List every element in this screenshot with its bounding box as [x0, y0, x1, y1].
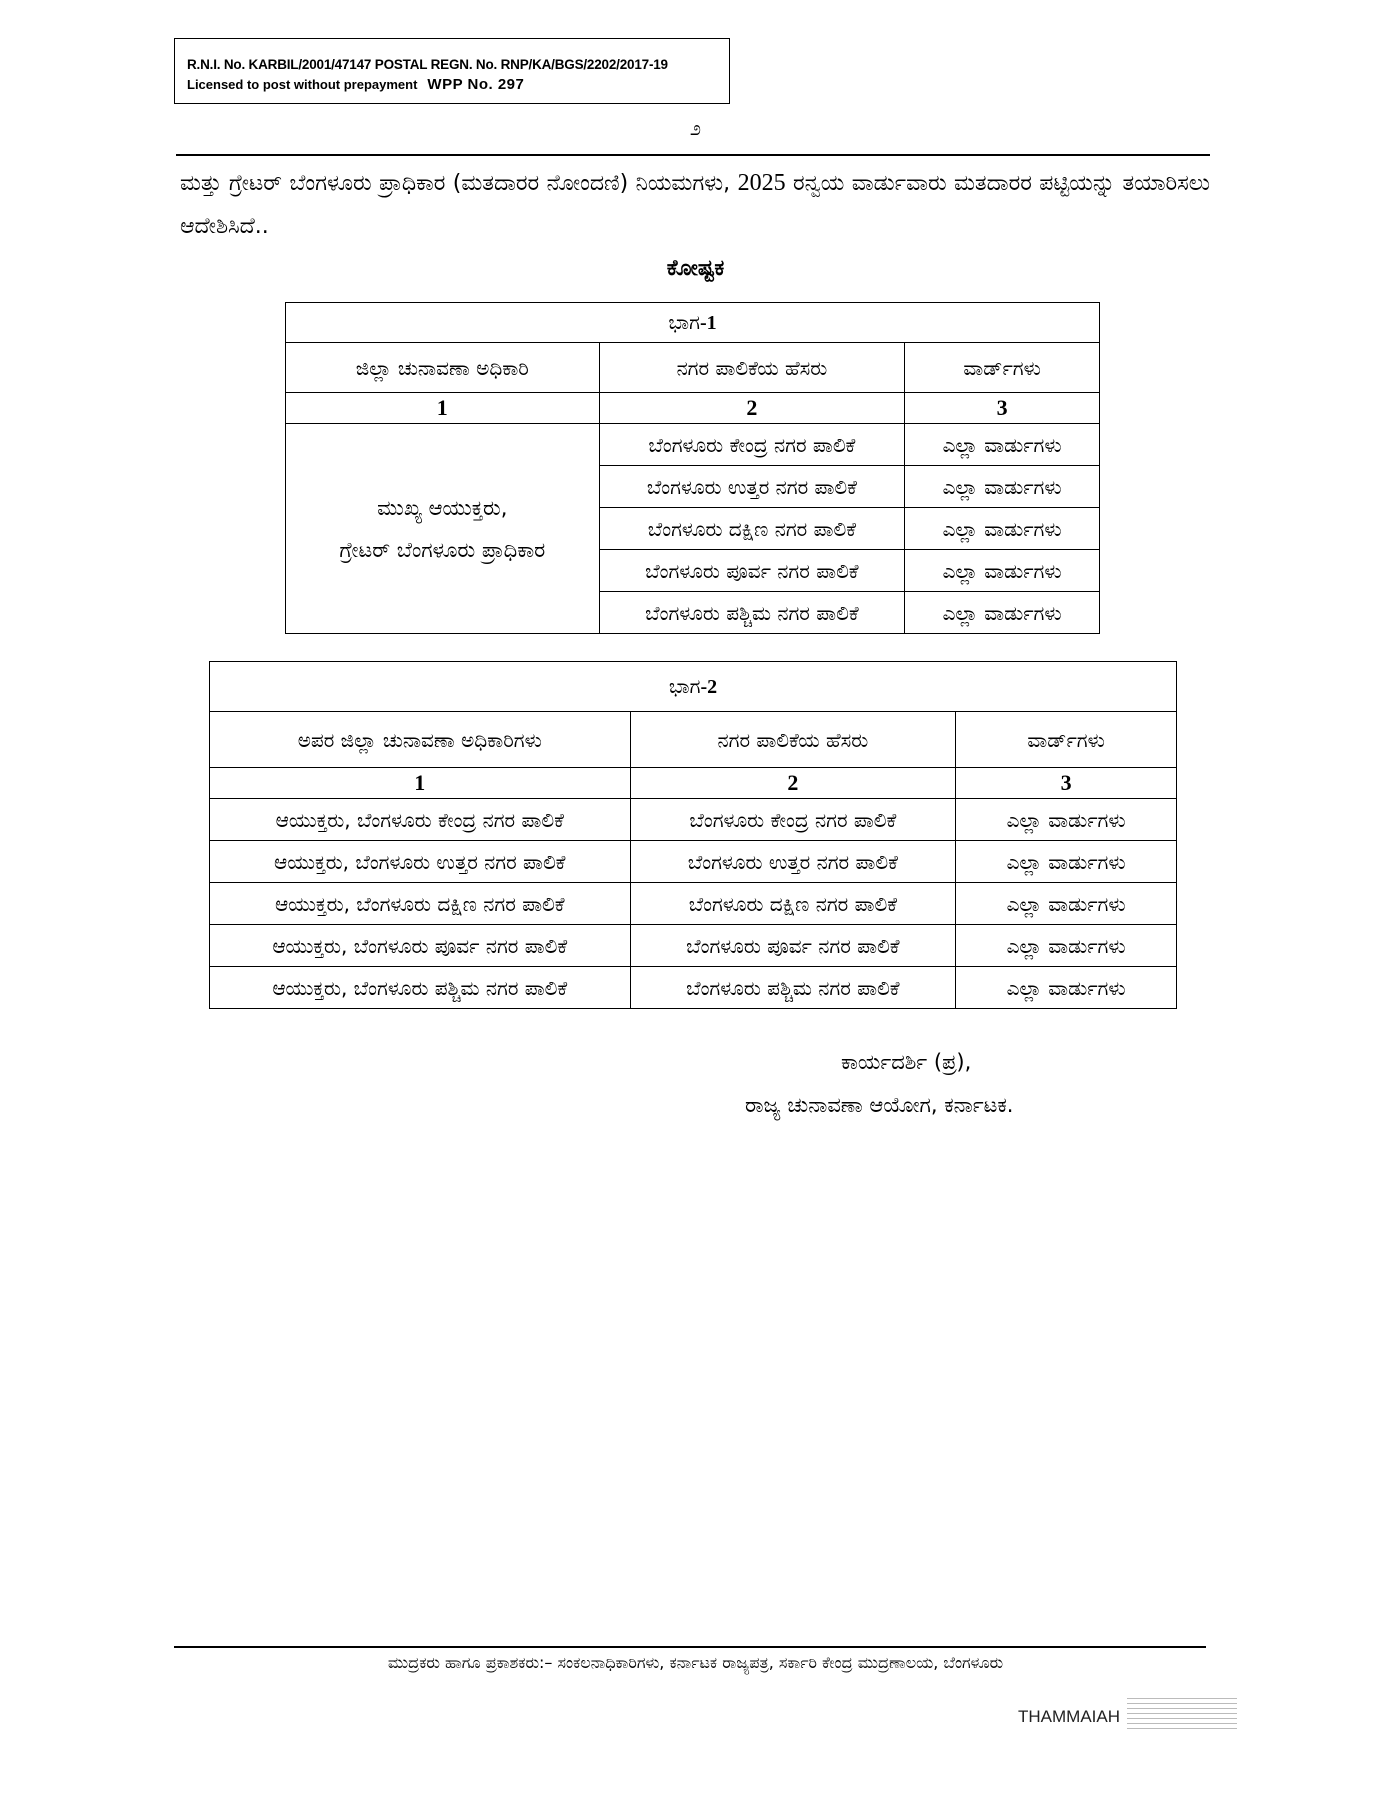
wards-cell: ಎಲ್ಲಾ ವಾರ್ಡುಗಳು [905, 466, 1100, 508]
signatory-office: ರಾಜ್ಯ ಚುನಾವಣಾ ಆಯೋಗ, ಕರ್ನಾಟಕ. [745, 1093, 1014, 1117]
wards-cell: ಎಲ್ಲಾ ವಾರ್ಡುಗಳು [905, 550, 1100, 592]
table-row [210, 883, 1177, 925]
officer-cell: ಆಯುಕ್ತರು, ಬೆಂಗಳೂರು ದಕ್ಷಿಣ ನಗರ ಪಾಲಿಕೆ [210, 883, 631, 925]
intro-year: 2025 [737, 170, 786, 196]
part-2-colnum-1: 1 [210, 768, 631, 799]
wards-cell: ಎಲ್ಲಾ ವಾರ್ಡುಗಳು [905, 592, 1100, 634]
intro-part-1: ಮತ್ತು ಗ್ರೇಟರ್ ಬೆಂಗಳೂರು ಪ್ರಾಧಿಕಾರ (ಮತದಾರರ ನೋಂದಣಿ) ನಿಯಮಗಳು, [180, 171, 738, 196]
corporation-cell: ಬೆಂಗಳೂರು ಕೇಂದ್ರ ನಗರ ಪಾಲಿಕೆ [630, 799, 956, 841]
table-row [210, 841, 1177, 883]
table-row [286, 424, 1100, 466]
part-1-colnum-2: 2 [599, 393, 905, 424]
part-2-colnum-row [210, 768, 1177, 799]
wards-cell: ಎಲ್ಲಾ ವಾರ್ಡುಗಳು [956, 841, 1177, 883]
signatory-designation: ಕಾರ್ಯದರ್ಶಿ (ಪ್ರ), [841, 1050, 972, 1074]
officer-line-2: ಗ್ರೇಟರ್ ಬೆಂಗಳೂರು ಪ್ರಾಧಿಕಾರ [339, 537, 546, 562]
printer-line: ಮುದ್ರಕರು ಹಾಗೂ ಪ್ರಕಾಶಕರು:– ಸಂಕಲನಾಧಿಕಾರಿಗಳು, ಕರ್ನಾಟಕ ರಾಜ್ಯಪತ್ರ, ಸರ್ಕಾರಿ ಕೇಂದ್ರ ಮುದ್ರಣಾಲಯ, ಬೆಂಗಳೂರು [387, 1653, 1004, 1672]
corporation-cell: ಬೆಂಗಳೂರು ಪೂರ್ವ ನಗರ ಪಾಲಿಕೆ [630, 925, 956, 967]
intro-part-2: ರನ್ವಯ ವಾರ್ಡುವಾರು ಮತದಾರರ ಪಟ್ಟಿಯನ್ನು ತಯಾರಿಸಲು ಆದೇಶಿಸಿದೆ.. [180, 171, 1211, 239]
part-2-header-corporation: ನಗರ ಪಾಲಿಕೆಯ ಹೆಸರು [630, 712, 956, 768]
part-2-title [210, 662, 1177, 712]
part-1-colnum-row [286, 393, 1100, 424]
part-2-title-row [210, 662, 1177, 712]
part-2-header-row [210, 712, 1177, 768]
registration-line-2 [187, 76, 729, 93]
part-1-header-corporation: ನಗರ ಪಾಲಿಕೆಯ ಹೆಸರು [599, 343, 905, 393]
footer-divider [174, 1646, 1206, 1648]
part-1-colnum-3: 3 [905, 393, 1100, 424]
part-1-header-wards: ವಾರ್ಡ್‌ಗಳು [905, 343, 1100, 393]
corporation-cell: ಬೆಂಗಳೂರು ಪೂರ್ವ ನಗರ ಪಾಲಿಕೆ [599, 550, 905, 592]
corporation-cell: ಬೆಂಗಳೂರು ಉತ್ತರ ನಗರ ಪಾಲಿಕೆ [630, 841, 956, 883]
part-1-title-row [286, 303, 1100, 343]
registration-line-1: R.N.I. No. KARBIL/2001/47147 POSTAL REGN. No. RNP/KA/BGS/2202/2017-19 [187, 57, 668, 72]
part-2-header-officer: ಅಪರ ಜಿಲ್ಲಾ ಚುನಾವಣಾ ಅಧಿಕಾರಿಗಳು [210, 712, 631, 768]
part-1-colnum-1: 1 [286, 393, 600, 424]
corporation-cell: ಬೆಂಗಳೂರು ದಕ್ಷಿಣ ನಗರ ಪಾಲಿಕೆ [630, 883, 956, 925]
part-1-table [285, 302, 1100, 634]
table-row [210, 799, 1177, 841]
part-1-title-num: -1 [699, 312, 717, 334]
part-2-title-num: -2 [700, 676, 718, 698]
table-row [210, 967, 1177, 1009]
registration-box [174, 38, 730, 104]
officer-cell: ಆಯುಕ್ತರು, ಬೆಂಗಳೂರು ಪೂರ್ವ ನಗರ ಪಾಲಿಕೆ [210, 925, 631, 967]
part-1-title [286, 303, 1100, 343]
wards-cell: ಎಲ್ಲಾ ವಾರ್ಡುಗಳು [905, 424, 1100, 466]
corporation-cell: ಬೆಂಗಳೂರು ಉತ್ತರ ನಗರ ಪಾಲಿಕೆ [599, 466, 905, 508]
part-2-colnum-3: 3 [956, 768, 1177, 799]
license-text: Licensed to post without prepayment [187, 77, 418, 92]
corporation-cell: ಬೆಂಗಳೂರು ಪಶ್ಚಿಮ ನಗರ ಪಾಲಿಕೆ [630, 967, 956, 1009]
table-row [210, 925, 1177, 967]
wards-cell: ಎಲ್ಲಾ ವಾರ್ಡುಗಳು [956, 883, 1177, 925]
table-title: ಕೋಷ್ಟಕ [666, 256, 725, 281]
officer-cell: ಆಯುಕ್ತರು, ಬೆಂಗಳೂರು ಉತ್ತರ ನಗರ ಪಾಲಿಕೆ [210, 841, 631, 883]
part-1-title-prefix: ಭಾಗ [668, 310, 700, 334]
wpp-number: WPP No. 297 [427, 76, 525, 93]
wards-cell: ಎಲ್ಲಾ ವಾರ್ಡುಗಳು [956, 925, 1177, 967]
wards-cell: ಎಲ್ಲಾ ವಾರ್ಡುಗಳು [956, 967, 1177, 1009]
part-1-officer-cell [286, 424, 600, 634]
officer-cell: ಆಯುಕ್ತರು, ಬೆಂಗಳೂರು ಕೇಂದ್ರ ನಗರ ಪಾಲಿಕೆ [210, 799, 631, 841]
officer-line-1: ಮುಖ್ಯ ಆಯುಕ್ತರು, [377, 495, 508, 520]
corporation-cell: ಬೆಂಗಳೂರು ದಕ್ಷಿಣ ನಗರ ಪಾಲಿಕೆ [599, 508, 905, 550]
part-2-colnum-2: 2 [630, 768, 956, 799]
part-1-header-officer: ಜಿಲ್ಲಾ ಚುನಾವಣಾ ಅಧಿಕಾರಿ [286, 343, 600, 393]
wards-cell: ಎಲ್ಲಾ ವಾರ್ಡುಗಳು [956, 799, 1177, 841]
wards-cell: ಎಲ್ಲಾ ವಾರ್ಡುಗಳು [905, 508, 1100, 550]
part-2-title-prefix: ಭಾಗ [668, 674, 701, 698]
corporation-cell: ಬೆಂಗಳೂರು ಕೇಂದ್ರ ನಗರ ಪಾಲಿಕೆ [599, 424, 905, 466]
digital-signer-name: THAMMAIAH [1018, 1707, 1120, 1726]
officer-cell: ಆಯುಕ್ತರು, ಬೆಂಗಳೂರು ಪಶ್ಚಿಮ ನಗರ ಪಾಲಿಕೆ [210, 967, 631, 1009]
intro-paragraph [180, 162, 1210, 248]
part-2-table [209, 661, 1177, 1009]
header-divider [176, 154, 1210, 156]
part-2-header-wards: ವಾರ್ಡ್‌ಗಳು [956, 712, 1177, 768]
page-number: ೨ [689, 116, 702, 140]
digital-signature-stamp [1127, 1698, 1237, 1742]
corporation-cell: ಬೆಂಗಳೂರು ಪಶ್ಚಿಮ ನಗರ ಪಾಲಿಕೆ [599, 592, 905, 634]
part-1-header-row [286, 343, 1100, 393]
